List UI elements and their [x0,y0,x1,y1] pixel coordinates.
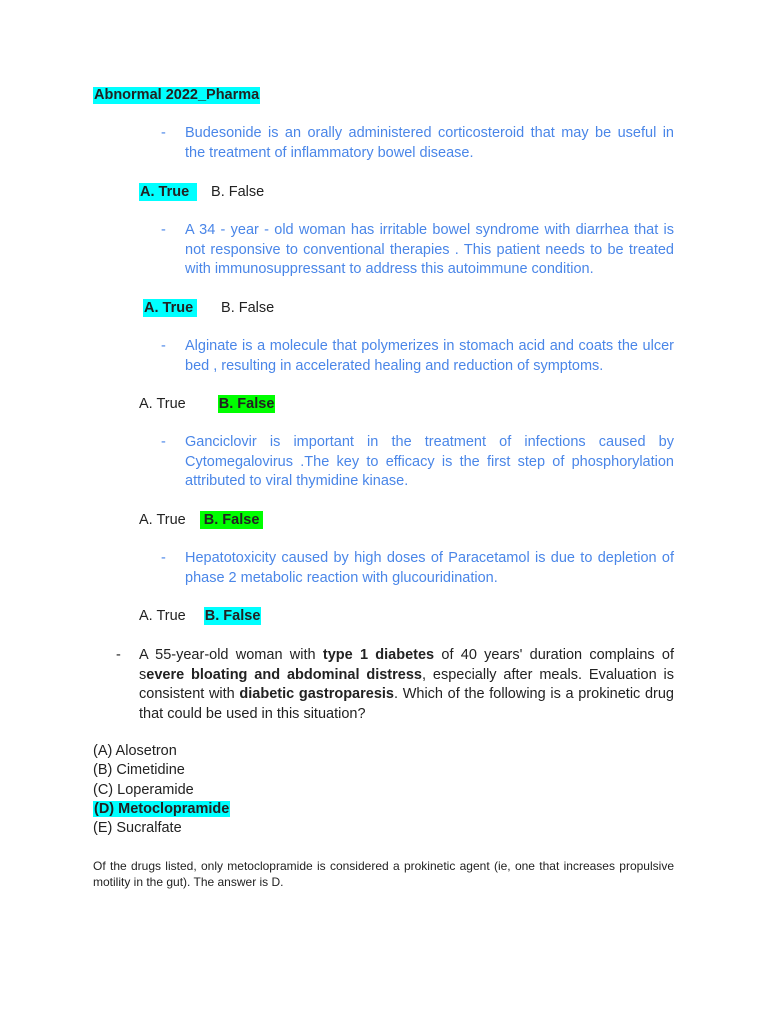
answer-true-selected: A. True [139,183,197,201]
question-2 [161,221,674,280]
question-1 [161,124,674,163]
list-dash: - [161,222,166,238]
option-b: (B) Cimetidine [93,762,185,779]
answer-false: B. False [221,300,275,316]
question-5 [161,549,674,588]
question-4 [161,433,674,492]
answer-false-selected: B. False [218,396,275,412]
answer-row-2 [143,299,274,317]
mcq-question [116,646,674,724]
answer-true: A. True [139,608,186,624]
answer-true: A. True [139,512,186,528]
question-text: Ganciclovir is important in the treatment of infections caused by Cytomegalovirus .The key to efficacy is the first step of phosphorylation attributed to viral thymidine kinase. [185,434,674,489]
answer-row-1 [139,183,264,201]
list-dash: - [161,338,166,354]
option-d-selected: (D) Metoclopramide [94,800,230,817]
list-dash: - [161,125,166,141]
document-title: Abnormal 2022_Pharma [94,87,260,103]
option-e: (E) Sucralfate [93,820,182,837]
question-text: A 34 - year - old woman has irritable bowel syndrome with diarrhea that is not responsive to conventional therapies . This patient needs to be treated with immunosuppressant to address this autoimmune condition. [185,222,674,277]
list-dash: - [161,434,166,450]
list-dash: - [161,550,166,566]
answer-row-3 [139,395,275,413]
mcq-options [93,742,230,838]
list-dash: - [116,647,121,663]
answer-row-4 [139,511,263,529]
answer-row-5 [139,607,261,625]
question-text: Hepatotoxicity caused by high doses of Paracetamol is due to depletion of phase 2 metabolic reaction with glucouridination. [185,550,674,586]
answer-true: A. True [139,396,186,412]
answer-false: B. False [211,184,265,200]
question-3 [161,337,674,376]
mcq-stem: A 55-year-old woman with type 1 diabetes of 40 years' duration complains of severe bloating and abdominal distress, especially after meals. Evaluation is consistent with diabetic gastroparesis. Which of the following is a prokinetic drug that could be used in this situation? [139,647,675,722]
explanation: Of the drugs listed, only metoclopramide is considered a prokinetic agent (ie, one that increases propulsive motility in the gut). The answer is D. [93,859,674,889]
question-text: Alginate is a molecule that polymerizes in stomach acid and coats the ulcer bed , resulting in accelerated healing and reduction of symptoms. [185,338,674,374]
answer-false-selected: B. False [200,511,264,529]
answer-false-selected: B. False [204,608,261,624]
question-text: Budesonide is an orally administered corticosteroid that may be useful in the treatment of inflammatory bowel disease. [185,125,674,161]
option-c: (C) Loperamide [93,781,194,798]
answer-true-selected: A. True [143,299,197,317]
option-a: (A) Alosetron [93,743,177,759]
